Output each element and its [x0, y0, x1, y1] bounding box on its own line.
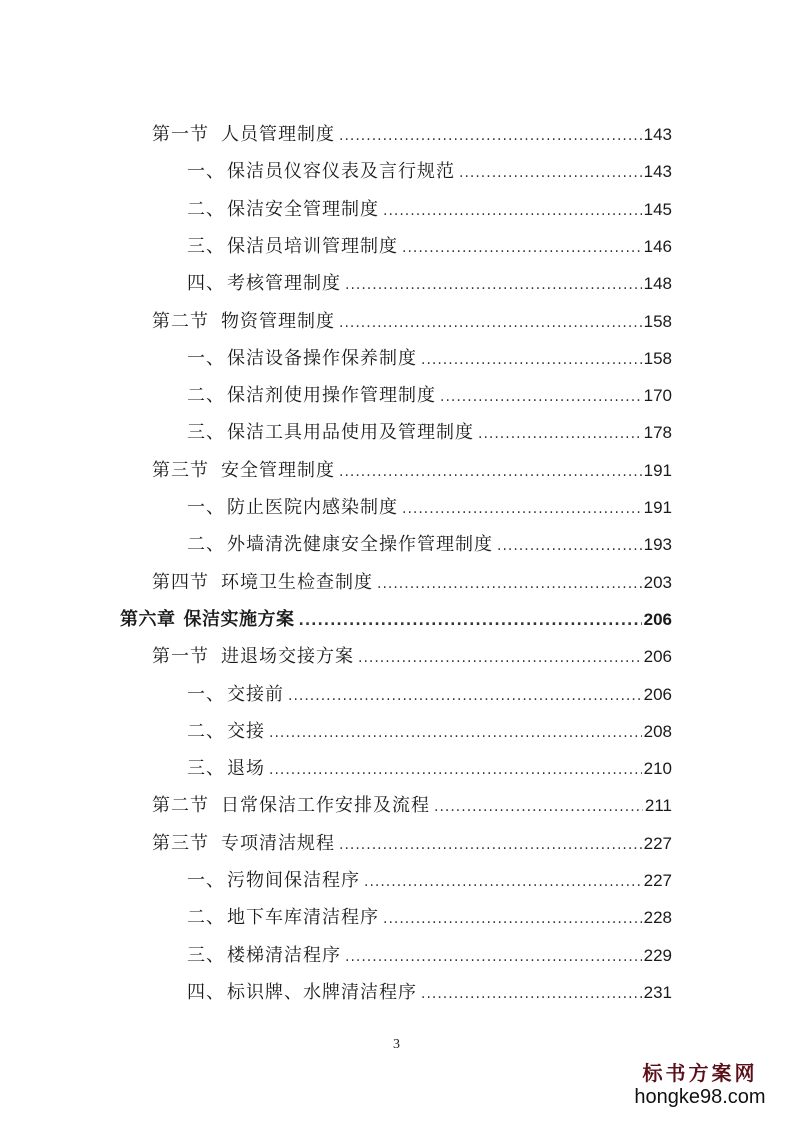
- toc-entry-title: 交接前: [227, 683, 284, 705]
- toc-entry-page: 148: [643, 274, 672, 294]
- toc-entry-item: [187, 493, 672, 523]
- toc-dot-leader: [269, 718, 642, 748]
- toc-dot-leader: [440, 382, 642, 412]
- toc-entry-page: 206: [643, 647, 672, 667]
- toc-dot-leader: [345, 942, 642, 972]
- toc-entry-label: [187, 754, 265, 784]
- toc-entry-number: 一、: [187, 347, 225, 369]
- toc-entry-section: [152, 568, 672, 598]
- toc-dot-leader: [383, 196, 642, 226]
- toc-entry-item: [187, 978, 672, 1008]
- toc-entry-label: [152, 307, 335, 337]
- toc-entry-item: [187, 754, 672, 784]
- toc-entry-page: 158: [643, 348, 672, 368]
- toc-entry-label: [187, 232, 398, 262]
- toc-entry-page: 146: [643, 236, 672, 256]
- toc-entry-title: 保洁实施方案: [183, 608, 295, 630]
- toc-entry-item: [187, 269, 672, 299]
- toc-dot-leader: [421, 345, 642, 375]
- toc-dot-leader: [339, 830, 642, 860]
- toc-dot-leader: [421, 979, 642, 1009]
- toc-entry-title: 保洁员培训管理制度: [227, 235, 398, 257]
- page-number: 3: [393, 1037, 400, 1052]
- toc-dot-leader: [299, 606, 642, 636]
- toc-dot-leader: [478, 419, 642, 449]
- toc-entry-label: [187, 195, 379, 225]
- toc-entry-title: 污物间保洁程序: [227, 870, 360, 891]
- toc-entry-item: [187, 717, 672, 747]
- toc-entry-number: 第三节: [152, 832, 209, 854]
- toc-entry-page: 193: [643, 535, 672, 555]
- toc-entry-label: [187, 269, 341, 299]
- toc-entry-number: 第六章: [120, 608, 176, 630]
- toc-entry-title: 保洁剂使用操作管理制度: [227, 385, 436, 407]
- toc-entry-section: [152, 307, 672, 337]
- toc-entry-title: 退场: [227, 758, 265, 780]
- toc-entry-label: [152, 456, 335, 486]
- toc-dot-leader: [288, 681, 642, 711]
- toc-entry-label: [187, 493, 398, 523]
- toc-dot-leader: [402, 233, 642, 263]
- toc-entry-page: 206: [643, 684, 672, 704]
- toc-entry-item: [187, 232, 672, 262]
- toc-entry-number: 三、: [187, 235, 225, 257]
- toc-entry-page: 191: [643, 460, 672, 480]
- toc-entry-label: [152, 829, 335, 859]
- toc-entry-page: 206: [643, 609, 672, 629]
- toc-entry-section: [152, 829, 672, 859]
- toc-entry-page: 231: [643, 982, 672, 1002]
- toc-entry-title: 楼梯清洁程序: [227, 944, 341, 966]
- toc-dot-leader: [434, 792, 643, 822]
- toc-entry-label: [187, 717, 265, 747]
- toc-entry-page: 143: [643, 162, 672, 182]
- toc-entry-number: 四、: [187, 273, 225, 295]
- toc-entry-page: 178: [643, 423, 672, 443]
- toc-entry-section: [152, 120, 672, 150]
- toc-entry-label: [187, 418, 474, 448]
- toc-entry-number: 第一节: [152, 646, 209, 668]
- toc-entry-label: [152, 120, 335, 150]
- toc-entry-section: [152, 456, 672, 486]
- toc-entry-label: [187, 978, 417, 1008]
- toc-entry-page: 211: [644, 796, 672, 816]
- toc-entry-page: 210: [643, 759, 672, 779]
- toc-dot-leader: [269, 755, 642, 785]
- toc-entry-title: 标识牌、水牌清洁程序: [227, 981, 417, 1003]
- toc-entry-item: [187, 866, 672, 896]
- watermark: [625, 1060, 775, 1108]
- toc-entry-number: 第三节: [152, 459, 209, 481]
- toc-entry-number: 第二节: [152, 310, 209, 332]
- toc-entry-title: 地下车库清洁程序: [227, 907, 379, 929]
- toc-dot-leader: [497, 531, 642, 561]
- toc-entry-page: 143: [643, 125, 672, 144]
- toc-entry-item: [187, 903, 672, 933]
- toc-entry-title: 保洁设备操作保养制度: [227, 347, 417, 369]
- toc-dot-leader: [364, 867, 642, 897]
- toc-dot-leader: [339, 457, 642, 487]
- toc-entry-item: [187, 157, 672, 187]
- toc-entry-number: 一、: [187, 683, 225, 705]
- toc-entry-label: [187, 530, 493, 560]
- toc-entry-item: [187, 941, 672, 971]
- toc-entry-title: 物资管理制度: [221, 310, 335, 332]
- toc-entry-page: 227: [643, 833, 672, 853]
- toc-entry-number: 一、: [187, 161, 225, 183]
- toc-entry-section: [152, 642, 672, 672]
- toc-entry-page: 227: [643, 871, 672, 890]
- toc-entry-title: 保洁工具用品使用及管理制度: [227, 422, 474, 444]
- toc-entry-chapter: [120, 605, 672, 635]
- toc-entry-section: [152, 791, 672, 821]
- toc-entry-page: 203: [643, 572, 672, 592]
- toc-entry-label: [187, 381, 436, 411]
- watermark-cn-text: 标书方案网: [642, 1061, 758, 1085]
- toc-entry-number: 二、: [187, 534, 225, 556]
- toc-entry-title: 专项清洁规程: [221, 832, 335, 854]
- toc-dot-leader: [377, 569, 642, 599]
- toc-entry-label: [187, 866, 360, 896]
- toc-entry-number: 第二节: [152, 795, 209, 817]
- toc-dot-leader: [339, 121, 642, 151]
- toc-entry-number: 一、: [187, 497, 225, 518]
- toc-entry-label: [152, 568, 373, 598]
- toc-entry-number: 三、: [187, 758, 225, 780]
- watermark-en-text: hongke98.com: [634, 1086, 766, 1108]
- toc-entry-number: 二、: [187, 720, 225, 742]
- toc-entry-page: 229: [643, 945, 672, 965]
- toc-entry-number: 第一节: [152, 124, 209, 145]
- toc-entry-number: 二、: [187, 385, 225, 407]
- toc-entry-label: [187, 903, 379, 933]
- toc-entry-title: 防止医院内感染制度: [227, 497, 398, 518]
- toc-entry-label: [152, 642, 354, 672]
- toc-entry-label: [187, 941, 341, 971]
- toc-entry-title: 环境卫生检查制度: [221, 571, 373, 593]
- toc-dot-leader: [358, 643, 642, 673]
- toc-entry-page: 228: [643, 908, 672, 928]
- toc-entry-page: 208: [643, 721, 672, 741]
- toc-entry-label: [187, 157, 455, 187]
- toc-entry-item: [187, 680, 672, 710]
- toc-entry-title: 进退场交接方案: [221, 646, 354, 668]
- toc-entry-item: [187, 530, 672, 560]
- toc-entry-title: 保洁安全管理制度: [227, 198, 379, 220]
- toc-entry-page: 170: [643, 386, 672, 406]
- toc-entry-page: 158: [643, 311, 672, 331]
- toc-dot-leader: [345, 270, 642, 300]
- toc-entry-title: 保洁员仪容仪表及言行规范: [227, 161, 455, 183]
- toc-entry-label: [187, 344, 417, 374]
- toc-dot-leader: [402, 494, 642, 524]
- toc-entry-label: [187, 680, 284, 710]
- toc-entry-label: [152, 791, 430, 821]
- toc-entry-number: 三、: [187, 944, 225, 966]
- toc-entry-number: 第四节: [152, 571, 209, 593]
- toc-entry-number: 二、: [187, 198, 225, 220]
- toc-entry-item: [187, 195, 672, 225]
- toc-entry-title: 安全管理制度: [221, 459, 335, 481]
- toc-entry-number: 四、: [187, 981, 225, 1003]
- toc-entry-item: [187, 381, 672, 411]
- toc-dot-leader: [339, 308, 642, 338]
- toc-entry-title: 考核管理制度: [227, 273, 341, 295]
- toc-entry-title: 外墙清洗健康安全操作管理制度: [227, 534, 493, 556]
- toc-entry-title: 日常保洁工作安排及流程: [221, 795, 430, 817]
- toc-dot-leader: [459, 158, 642, 188]
- toc-entry-label: [120, 605, 295, 635]
- toc-entry-item: [187, 344, 672, 374]
- toc-entry-number: 二、: [187, 907, 225, 929]
- toc-entry-page: 145: [643, 199, 672, 219]
- toc-dot-leader: [383, 904, 642, 934]
- toc-entry-title: 交接: [227, 720, 265, 742]
- toc-entry-number: 一、: [187, 870, 225, 891]
- toc-entry-number: 三、: [187, 422, 225, 444]
- toc-entry-page: 191: [643, 498, 672, 517]
- toc-entry-title: 人员管理制度: [221, 124, 335, 145]
- toc-entry-item: [187, 418, 672, 448]
